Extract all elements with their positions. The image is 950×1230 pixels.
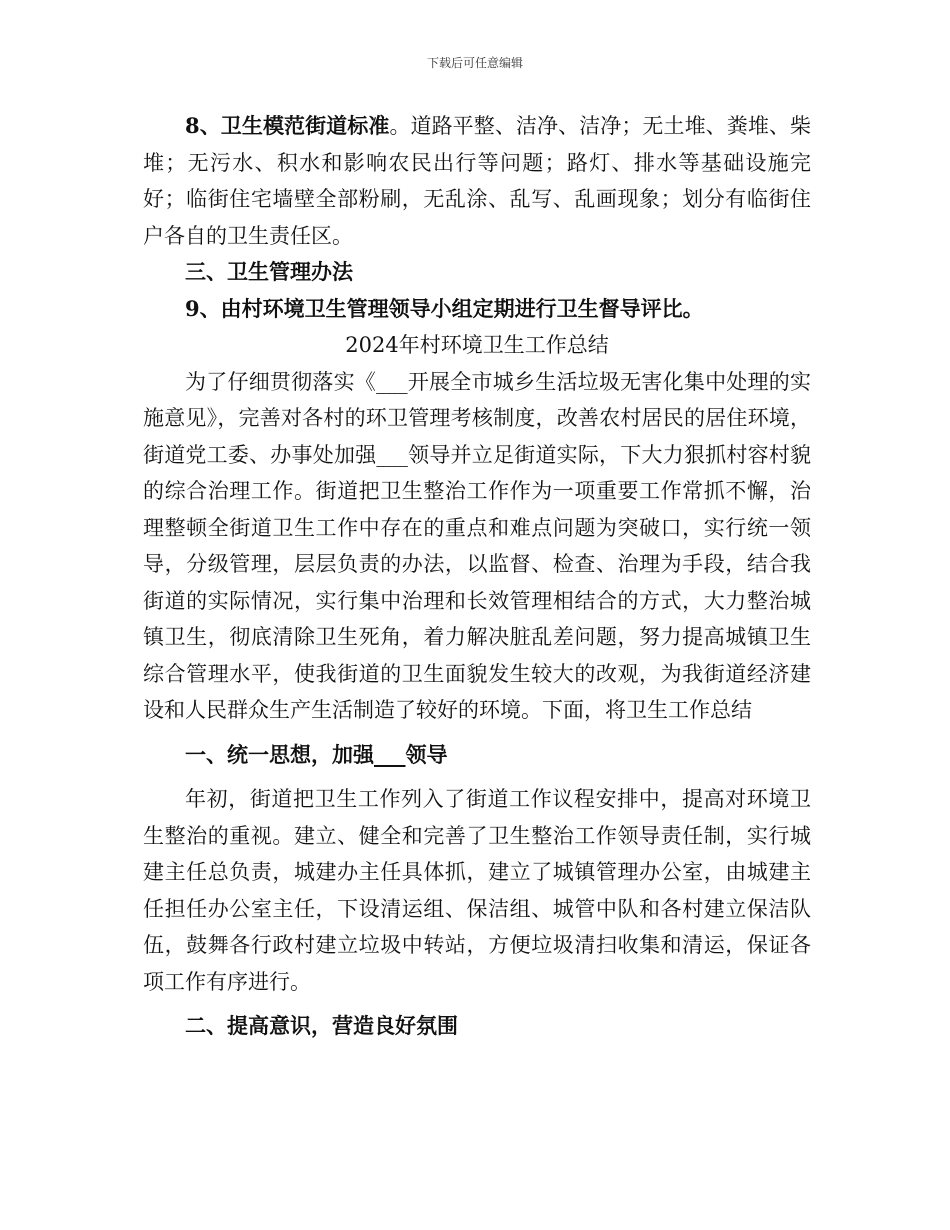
heading-1: 一、统一思想，加强___领导 <box>185 741 448 767</box>
body-1-paragraph: 年初，街道把卫生工作列入了街道工作议程安排中，提高对环境卫生整治的重视。建立、健全和完善了卫生整治工作领导责任制，实行城建主任总负责，城建办主任具体抓，建立了城镇管理办公室，由城建主任担任办公室主任，下设清运组、保洁组、城管中队和各村建立保洁队伍，鼓舞各行政村建立垃圾中转站，方便垃圾清扫收集和清运，保证各项工作有序进行。 <box>143 787 811 994</box>
paragraph-8-body: 。道路平整、洁净、洁净；无土堆、粪堆、柴堆；无污水、积水和影响农民出行等问题；路灯、排水等基础设施完好；临街住宅墙壁全部粉刷，无乱涂、乱写、乱画现象；划分有临街住户各自的卫生责任区。 <box>143 114 811 248</box>
paragraph-8 <box>143 108 811 254</box>
document-title: 2024年村环境卫生工作总结 <box>345 333 609 357</box>
paragraph-8-title: 8、卫生模范街道标准 <box>185 113 390 138</box>
paragraph-9: 9、由村环境卫生管理领导小组定期进行卫生督导评比。 <box>185 295 704 321</box>
document-body <box>143 108 811 1045</box>
page-header: 下载后可任意编辑 <box>426 56 523 70</box>
section-3-heading: 三、卫生管理办法 <box>185 259 353 284</box>
intro-paragraph: 为了仔细贯彻落实《___开展全市城乡生活垃圾无害化集中处理的实施意见》，完善对各村的环卫管理考核制度，改善农村居民的居住环境，街道党工委、办事处加强___领导并立足街道实际，下大力狠抓村容村貌的综合治理工作。街道把卫生整治工作作为一项重要工作常抓不懈，治理整顿全街道卫生工作中存在的重点和难点问题为突破口，实行统一领导，分级管理，层层负责的办法，以监督、检查、治理为手段，结合我街道的实际情况，实行集中治理和长效管理相结合的方式，大力整治城镇卫生，彻底清除卫生死角，着力解决脏乱差问题，努力提高城镇卫生综合管理水平，使我街道的卫生面貌发生较大的改观，为我街道经济建设和人民群众生产生活制造了较好的环境。下面，将卫生工作总结 <box>143 369 811 722</box>
heading-2: 二、提高意识，营造良好氛围 <box>185 1013 458 1038</box>
